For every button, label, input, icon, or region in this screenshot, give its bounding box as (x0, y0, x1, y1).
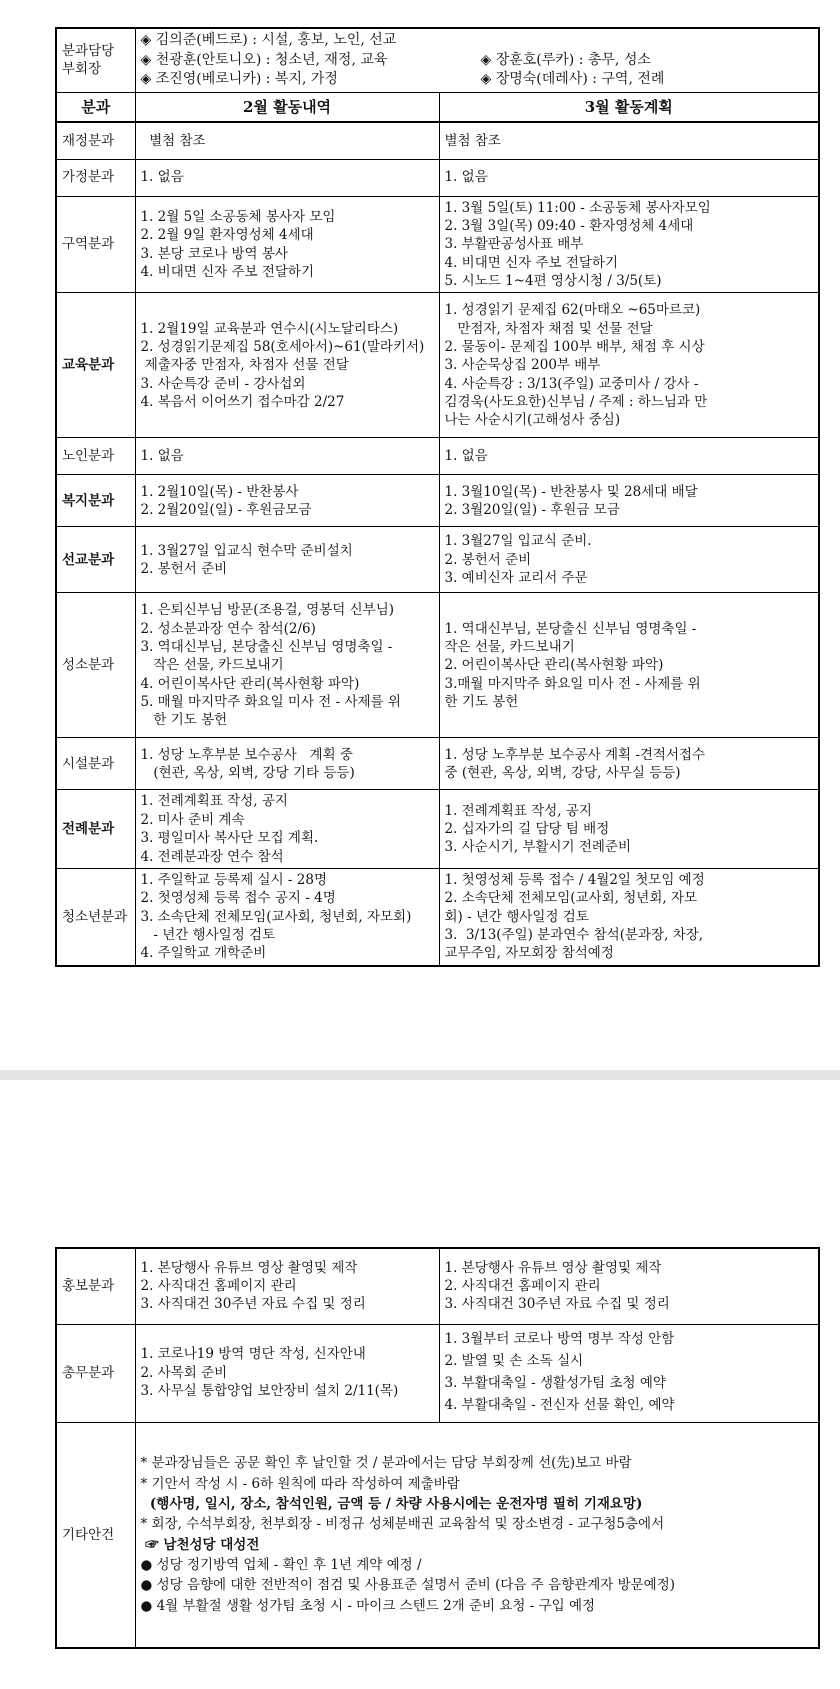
feb-line: 1. 성당 노후부분 보수공사 계획 중 (140, 746, 353, 763)
manager-entry: ◈ 조진영(베로니카) : 복지, 가정 (140, 71, 338, 88)
mar-line: 나는 사순시기(고해성사 중심) (444, 412, 621, 429)
feb-activities (135, 868, 439, 965)
feb-activities (135, 196, 439, 293)
division-name: 가정분과 (56, 159, 135, 196)
mar-line: 1. 없음 (444, 448, 488, 465)
mar-plans (439, 738, 819, 790)
mar-line: 3. 사순시기, 부활시기 전례준비 (444, 839, 632, 856)
managers-label-line: 부회장 (62, 61, 102, 78)
feb-line: 1. 전례계획표 작성, 공지 (140, 793, 288, 810)
feb-line: 3. 사직대건 30주년 자료 수집 및 정리 (140, 1296, 366, 1313)
feb-line: 작은 선물, 카드보내기 (140, 657, 284, 674)
feb-activities (135, 475, 439, 527)
division-name: 성소분과 (56, 593, 135, 738)
etc-line: ● 4월 부활절 생활 성가팀 초청 시 - 마이크 스텐드 2개 준비 요청 - 구입 예정 (140, 1597, 596, 1614)
etc-label: 기타안건 (56, 1422, 135, 1648)
mar-line: 2. 3월20일(일) - 후원금 모금 (444, 501, 620, 518)
mar-line: 4. 비대면 신자 주보 전달하기 (444, 254, 618, 271)
activity-table-continued (55, 1247, 820, 1649)
mar-line: 2. 사직대건 홈페이지 관리 (444, 1278, 601, 1295)
mar-line: 별첨 참조 (444, 132, 501, 149)
feb-line: 1. 없음 (140, 448, 184, 465)
feb-line: 2. 성경읽기문제집 58(호세아서)~61(말라키서) (140, 338, 425, 355)
feb-line: 1. 2월10일(목) - 반찬봉사 (140, 483, 299, 500)
division-row (56, 790, 819, 868)
feb-activities (135, 593, 439, 738)
mar-line: 만점자, 차점자 채점 및 선물 전달 (444, 320, 653, 337)
feb-line: 1. 없음 (140, 169, 184, 186)
etc-line: * 분과장님들은 공문 확인 후 날인할 것 / 분과에서는 담당 부회장께 선(先)보고 바람 (140, 1455, 632, 1472)
mar-line: 교무주임, 자모회장 참석예정 (444, 945, 614, 962)
feb-line: 3. 역대신부님, 본당출신 신부님 영명축일 - (140, 638, 393, 655)
division-row (56, 122, 819, 159)
managers-row (56, 28, 819, 92)
page-2 (0, 1080, 840, 1689)
managers-line (141, 70, 814, 90)
feb-activities (135, 122, 439, 159)
mar-line: 3. 사직대건 30주년 자료 수집 및 정리 (444, 1296, 670, 1313)
mar-line: 1. 없음 (444, 169, 488, 186)
feb-line: 1. 3월27일 입교식 현수막 준비설치 (140, 542, 353, 559)
header-mar: 3월 활동계획 (439, 92, 819, 122)
etc-content (135, 1422, 819, 1648)
feb-line: 4. 주일학교 개학준비 (140, 945, 267, 962)
division-name: 총무분과 (56, 1324, 135, 1422)
manager-entry: ◈ 장훈호(루카) : 총무, 성소 (480, 51, 651, 68)
division-name: 선교분과 (56, 527, 135, 593)
feb-line: 제출자중 만점자, 차점자 선물 전달 (140, 357, 349, 374)
mar-line: 2. 봉헌서 준비 (444, 551, 532, 568)
feb-line: 2. 봉헌서 준비 (140, 560, 228, 577)
etc-line: ● 성당 음향에 대한 전반적이 점검 및 사용표준 설명서 준비 (다음 주 음향관계자 방문예정) (140, 1577, 676, 1594)
division-row (56, 593, 819, 738)
etc-line: ● 성당 정기방역 업체 - 확인 후 1년 계약 예정 / (140, 1557, 422, 1574)
feb-line: 3. 사무실 통합양업 보안장비 설치 2/11(목) (140, 1383, 399, 1400)
mar-line: 1. 3월10일(목) - 반찬봉사 및 28세대 배달 (444, 483, 698, 500)
mar-line: 1. 본당행사 유튜브 영상 촬영및 제작 (444, 1259, 662, 1276)
mar-line: 김경욱(사도요한)신부님 / 주제 : 하느님과 만 (444, 394, 708, 410)
mar-line: 1. 성당 노후부분 보수공사 계획 -견적서접수 (444, 746, 706, 763)
division-name: 홍보분과 (56, 1248, 135, 1324)
mar-line: 3. 3/13(주일) 분과연수 참석(분과장, 차장, (444, 926, 704, 943)
mar-plans (439, 593, 819, 738)
header-feb: 2월 활동내역 (135, 92, 439, 122)
division-row (56, 293, 819, 438)
division-row (56, 527, 819, 593)
feb-line: 4. 전례분과장 연수 참석 (140, 848, 284, 865)
etc-line: (행사명, 일시, 장소, 참석인원, 금액 등 / 차량 사용시에는 운전자명 필히 기재요망) (140, 1496, 643, 1513)
feb-line: 3. 평일미사 복사단 모집 계획. (140, 830, 319, 847)
division-name: 노인분과 (56, 438, 135, 475)
managers-line (141, 51, 814, 71)
mar-line: 한 기도 봉헌 (444, 694, 519, 710)
mar-line: 4. 부활대축일 - 전신자 선물 확인, 예약 (444, 1396, 675, 1413)
division-name: 구역분과 (56, 196, 135, 293)
feb-line: 2. 2월 9일 환자영성체 4세대 (140, 227, 314, 244)
header-row (56, 92, 819, 122)
feb-line: 1. 본당행사 유튜브 영상 촬영및 제작 (140, 1259, 358, 1276)
mar-plans (439, 196, 819, 293)
mar-line: 회) - 년간 행사일정 검토 (444, 908, 589, 925)
mar-plans (439, 1248, 819, 1324)
mar-line: 2. 십자가의 길 담당 팀 배정 (444, 821, 610, 837)
mar-plans (439, 475, 819, 527)
mar-plans (439, 1324, 819, 1422)
feb-line: 2. 성소분과장 연수 참석(2/6) (140, 620, 316, 637)
etc-line: * 기안서 작성 시 - 6하 원칙에 따라 작성하여 제출바람 (140, 1475, 460, 1492)
mar-line: 2. 소속단체 전체모임(교사회, 청년회, 자모 (444, 890, 698, 907)
division-row (56, 159, 819, 196)
feb-line: 1. 주일학교 등록제 실시 - 28명 (140, 871, 327, 888)
feb-line: 4. 비대면 신자 주보 전달하기 (140, 263, 314, 280)
activity-table (55, 27, 820, 967)
mar-line: 1. 3월27일 입교식 준비. (444, 533, 592, 550)
mar-plans (439, 122, 819, 159)
mar-plans (439, 293, 819, 438)
etc-line: ☞ 남천성당 대성전 (140, 1536, 260, 1553)
feb-line: 2. 사직대건 홈페이지 관리 (140, 1278, 297, 1295)
feb-activities (135, 293, 439, 438)
division-name: 전례분과 (56, 790, 135, 868)
mar-plans (439, 527, 819, 593)
etc-line: * 회장, 수석부회장, 천부회장 - 비정규 성체분배권 교육참석 및 장소변경 - 교구청5층에서 (140, 1516, 665, 1533)
division-row (56, 738, 819, 790)
mar-line: 3. 예비신자 교리서 주문 (444, 570, 588, 587)
mar-line: 2. 3월 3일(목) 09:40 - 환자영성체 4세대 (444, 218, 694, 235)
mar-plans (439, 790, 819, 868)
etc-row (56, 1422, 819, 1648)
feb-line: (현관, 옥상, 외벽, 강당 기타 등등) (140, 764, 355, 781)
mar-line: 1. 3월부터 코로나 방역 명부 작성 안함 (444, 1331, 675, 1348)
mar-line: 1. 역대신부님, 본당출신 신부님 영명축일 - (444, 620, 697, 637)
feb-line: - 년간 행사일정 검토 (140, 926, 276, 943)
mar-line: 작은 선물, 카드보내기 (444, 638, 575, 655)
feb-line: 3. 본당 코로나 방역 봉사 (140, 245, 288, 262)
division-name: 교육분과 (56, 293, 135, 438)
mar-line: 5. 시노드 1~4편 영상시청 / 3/5(토) (444, 273, 662, 290)
feb-line: 1. 2월19일 교육분과 연수시(시노달리타스) (140, 320, 399, 337)
division-name: 시설분과 (56, 738, 135, 790)
feb-line: 4. 복음서 이어쓰기 접수마감 2/27 (140, 394, 345, 410)
division-row (56, 438, 819, 475)
feb-line: 1. 코로나19 방역 명단 작성, 신자안내 (140, 1346, 366, 1363)
managers-label (56, 28, 135, 92)
feb-activities (135, 790, 439, 868)
feb-line: 한 기도 봉헌 (140, 712, 228, 729)
feb-activities (135, 738, 439, 790)
mar-line: 4. 사순특강 : 3/13(주일) 교중미사 / 강사 - (444, 375, 699, 392)
feb-line: 5. 매월 마지막주 화요일 미사 전 - 사제를 위 (140, 694, 401, 710)
feb-line: 2. 2월20일(일) - 후원금모금 (140, 501, 312, 518)
mar-plans (439, 438, 819, 475)
feb-line: 3. 소속단체 전체모임(교사회, 청년회, 자모회) (140, 908, 412, 925)
mar-line: 1. 전례계획표 작성, 공지 (444, 802, 592, 819)
mar-line: 3.매월 마지막주 화요일 미사 전 - 사제를 위 (444, 675, 701, 692)
mar-line: 중 (현관, 옥상, 외벽, 강당, 사무실 등등) (444, 764, 681, 781)
mar-line: 3. 사순묵상집 200부 배부 (444, 357, 601, 374)
mar-line: 1. 3월 5일(토) 11:00 - 소공동체 봉사자모임 (444, 199, 711, 216)
managers-label-line: 분과담당 (62, 43, 115, 60)
mar-line: 3. 부활대축일 - 생활성가팀 초청 예약 (444, 1375, 666, 1391)
manager-entry: ◈ 장명숙(데레사) : 구역, 전례 (480, 71, 665, 88)
page-gap (0, 1070, 840, 1080)
mar-line: 2. 발열 및 손 소독 실시 (444, 1353, 584, 1370)
managers-list (135, 28, 819, 92)
feb-activities (135, 438, 439, 475)
managers-line (141, 31, 814, 51)
mar-line: 1. 첫영성체 등록 접수 / 4월2일 첫모임 예정 (444, 871, 705, 888)
division-name: 복지분과 (56, 475, 135, 527)
mar-plans (439, 868, 819, 965)
header-cat: 분과 (56, 92, 135, 122)
mar-plans (439, 159, 819, 196)
mar-line: 1. 성경읽기 문제집 62(마태오 ~65마르코) (444, 302, 701, 319)
feb-activities (135, 159, 439, 196)
manager-entry: ◈ 김의준(베드로) : 시설, 홍보, 노인, 선교 (140, 32, 397, 48)
division-row (56, 1324, 819, 1422)
division-name: 청소년분과 (56, 868, 135, 965)
mar-line: 2. 어린이복사단 관리(복사현황 파악) (444, 657, 664, 674)
feb-line: 2. 사목회 준비 (140, 1364, 228, 1381)
mar-line: 3. 부활판공성사표 배부 (444, 236, 584, 253)
division-row (56, 1248, 819, 1324)
mar-line: 2. 물동이- 문제집 100부 배부, 채점 후 시상 (444, 338, 705, 355)
division-row (56, 196, 819, 293)
feb-line: 3. 사순특강 준비 - 강사섭외 (140, 375, 306, 392)
feb-activities (135, 1248, 439, 1324)
feb-line: 4. 어린이복사단 관리(복사현황 파악) (140, 675, 360, 692)
feb-line: 1. 2월 5일 소공동체 봉사자 모임 (140, 208, 336, 225)
feb-activities (135, 1324, 439, 1422)
feb-line: 1. 은퇴신부님 방문(조용걸, 영봉덕 신부님) (140, 602, 395, 619)
feb-activities (135, 527, 439, 593)
manager-entry: ◈ 천광훈(안토니오) : 청소년, 재정, 교육 (140, 51, 388, 68)
division-row (56, 868, 819, 965)
feb-line: 2. 첫영성체 등록 접수 공지 - 4명 (140, 890, 336, 907)
feb-line: 2. 미사 준비 계속 (140, 811, 245, 828)
division-row (56, 475, 819, 527)
division-name: 재정분과 (56, 122, 135, 159)
feb-line: 별첨 참조 (140, 132, 206, 149)
